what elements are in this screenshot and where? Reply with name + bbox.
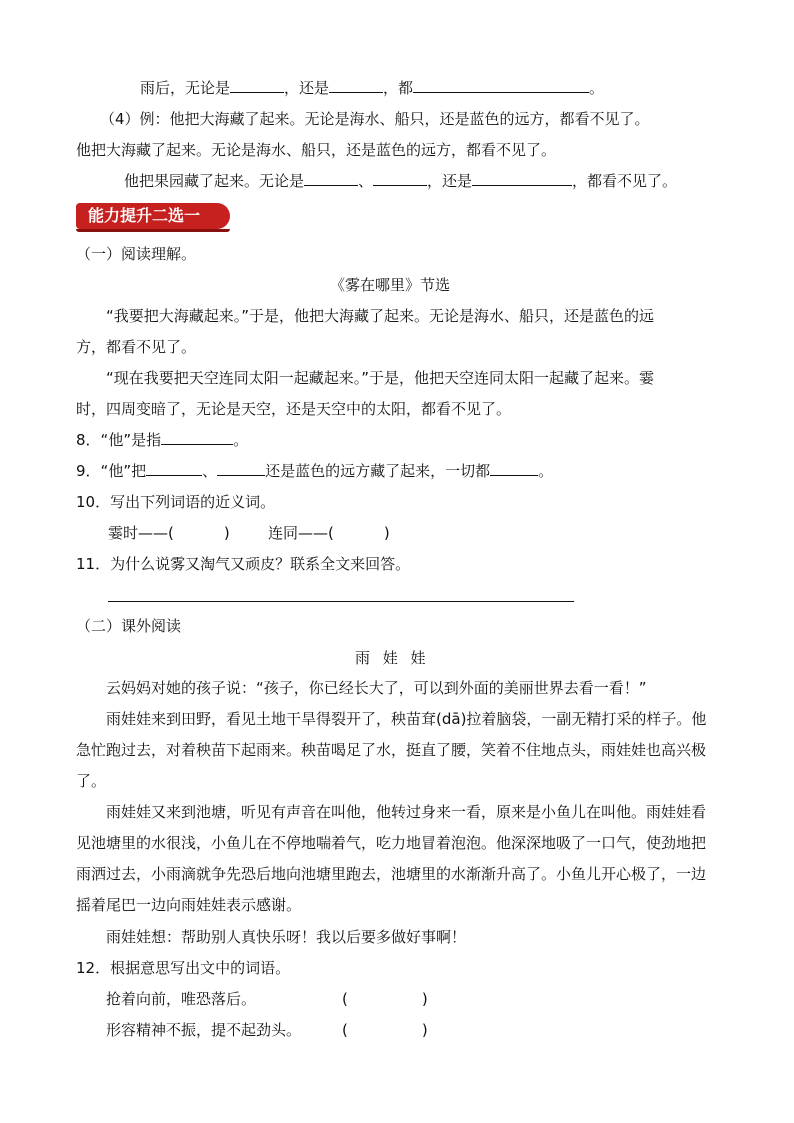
blank-field[interactable] bbox=[304, 171, 358, 186]
text: 。 bbox=[233, 431, 249, 449]
meaning-item-2 bbox=[106, 1020, 301, 1040]
text: 9．“他”把 bbox=[76, 462, 147, 480]
blank-field[interactable] bbox=[413, 78, 589, 93]
section-badge: 能力提升二选一 bbox=[76, 203, 230, 229]
paragraph-line: “我要把大海藏起来。”于是，他把大海藏了起来。无论是海水、船只，还是蓝色的远 bbox=[106, 307, 655, 325]
paragraph-line: 摇着尾巴一边向雨娃娃表示感谢。 bbox=[76, 896, 302, 914]
text: 、 bbox=[358, 172, 374, 190]
answer-line[interactable] bbox=[108, 601, 574, 602]
text: ，还是 bbox=[284, 79, 330, 97]
paragraph-line: 了。 bbox=[76, 772, 107, 790]
text: ) bbox=[223, 524, 230, 542]
text: ( bbox=[342, 990, 348, 1008]
synonym-item-2 bbox=[268, 523, 390, 543]
blank-field[interactable] bbox=[490, 461, 538, 476]
paragraph-line: “现在我要把天空连同太阳一起藏起来。”于是，他把天空连同太阳一起藏了起来。霎 bbox=[106, 369, 655, 387]
question-10: 10．写出下列词语的近义词。 bbox=[76, 493, 276, 511]
section-heading: （二）课外阅读 bbox=[76, 617, 182, 635]
paragraph-line: 雨娃娃想：帮助别人真快乐呀！我以后要多做好事啊！ bbox=[106, 928, 467, 946]
text: 形容精神不振，提不起劲头。 bbox=[106, 1021, 302, 1039]
fill-sentence-orchard bbox=[124, 171, 677, 191]
text: 。 bbox=[589, 79, 605, 97]
paragraph-line: 方，都看不见了。 bbox=[76, 338, 197, 356]
paragraph-line: 见池塘里的水很浅，小鱼儿在不停地喘着气，吃力地冒着泡泡。他深深地吸了一口气，使劲地把 bbox=[76, 834, 707, 852]
text: 、 bbox=[202, 462, 218, 480]
answer-paren-2[interactable] bbox=[342, 1020, 428, 1040]
question-12: 12．根据意思写出文中的词语。 bbox=[76, 959, 291, 977]
paragraph-line: 云妈妈对她的孩子说：“孩子，你已经长大了，可以到外面的美丽世界去看一看！” bbox=[106, 679, 647, 697]
text: ( bbox=[342, 1021, 348, 1039]
synonym-item-1 bbox=[108, 523, 230, 543]
blank-field[interactable] bbox=[217, 461, 265, 476]
meaning-item-1 bbox=[106, 989, 256, 1009]
blank-field[interactable] bbox=[146, 461, 202, 476]
paragraph-line: 时，四周变暗了，无论是天空，还是天空中的太阳，都看不见了。 bbox=[76, 400, 512, 418]
example-sentence: 他把大海藏了起来。无论是海水、船只，还是蓝色的远方，都看不见了。 bbox=[76, 141, 557, 159]
answer-paren-1[interactable] bbox=[342, 989, 428, 1009]
blank-field[interactable] bbox=[329, 78, 383, 93]
text: ，都看不见了。 bbox=[572, 172, 678, 190]
text: 还是蓝色的远方藏了起来，一切都 bbox=[265, 462, 491, 480]
blank-field[interactable] bbox=[230, 78, 284, 93]
paragraph-line: 急忙跑过去，对着秧苗下起雨来。秧苗喝足了水，挺直了腰，笑着不住地点头，雨娃娃也高兴极 bbox=[76, 741, 707, 759]
text: 雨后，无论是 bbox=[140, 79, 231, 97]
blank-field[interactable] bbox=[472, 171, 572, 186]
paragraph-line: 雨娃娃又来到池塘，听见有声音在叫他，他转过身来一看，原来是小鱼儿在叫他。雨娃娃看 bbox=[106, 803, 707, 821]
text: 连同——( bbox=[268, 524, 334, 542]
question-9 bbox=[76, 461, 553, 481]
text: 8．“他”是指 bbox=[76, 431, 162, 449]
question-8 bbox=[76, 430, 248, 450]
fill-sentence-rain bbox=[140, 78, 604, 98]
blank-field[interactable] bbox=[373, 171, 427, 186]
example-line: （4）例：他把大海藏了起来。无论是海水、船只，还是蓝色的远方，都看不见了。 bbox=[100, 110, 650, 128]
text: 他把果园藏了起来。无论是 bbox=[124, 172, 305, 190]
text: ) bbox=[421, 1021, 428, 1039]
text: 霎时——( bbox=[108, 524, 174, 542]
text: ，都 bbox=[383, 79, 414, 97]
text: 。 bbox=[538, 462, 554, 480]
text: ) bbox=[383, 524, 390, 542]
passage-title: 雨 娃 娃 bbox=[355, 649, 430, 667]
blank-field[interactable] bbox=[161, 430, 233, 445]
paragraph-line: 雨娃娃来到田野，看见土地干旱得裂开了，秧苗耷(dā)拉着脑袋，一副无精打采的样子。他 bbox=[106, 710, 707, 728]
text: ，还是 bbox=[427, 172, 473, 190]
passage-title: 《雾在哪里》节选 bbox=[330, 276, 451, 294]
paragraph-line: 雨洒过去，小雨滴就争先恐后地向池塘里跑去，池塘里的水渐渐升高了。小鱼儿开心极了，一边 bbox=[76, 865, 707, 883]
question-11: 11．为什么说雾又淘气又顽皮？联系全文来回答。 bbox=[76, 555, 411, 573]
text: ) bbox=[421, 990, 428, 1008]
section-heading: （一）阅读理解。 bbox=[76, 245, 197, 263]
text: 抢着向前，唯恐落后。 bbox=[106, 990, 257, 1008]
